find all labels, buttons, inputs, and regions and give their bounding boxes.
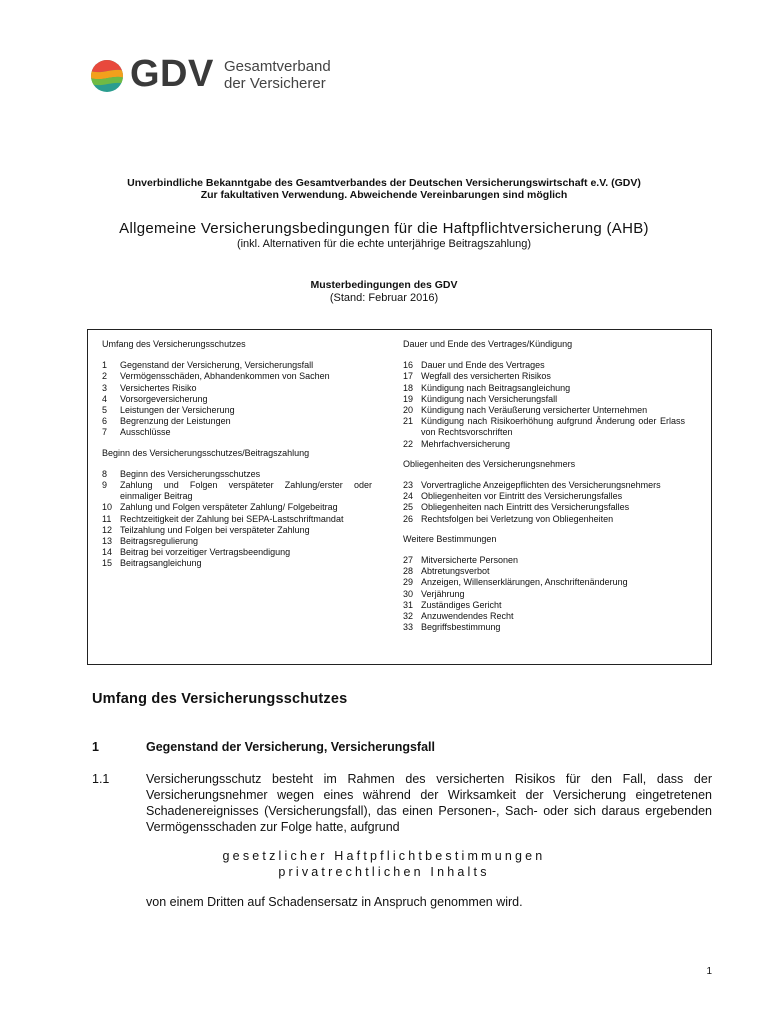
toc-item-title: Anzuwendendes Recht	[421, 611, 514, 622]
toc-item-number: 30	[403, 588, 414, 599]
logo-name-line2: der Versicherer	[224, 75, 326, 92]
stand-date: (Stand: Februar 2016)	[329, 292, 439, 304]
toc-item-title: Zahlung und Folgen verspäteter Zahlung/erster oder einmaliger Beitrag	[120, 480, 372, 502]
toc-item-title: Vermögensschäden, Abhandenkommen von Sachen	[120, 371, 330, 382]
toc-item	[403, 566, 685, 577]
toc-item-title: Begrenzung der Leistungen	[120, 416, 231, 427]
gdv-logo-mark-icon	[90, 59, 124, 93]
toc-item-title: Mitversicherte Personen	[421, 555, 519, 566]
toc-item-title: Kündigung nach Beitragsangleichung	[421, 382, 571, 393]
toc-item-number: 11	[102, 513, 112, 524]
toc-item	[102, 536, 372, 547]
toc-item-title: Rechtzeitigkeit der Zahlung bei SEPA-Lastschriftmandat	[120, 513, 344, 524]
toc-item	[102, 394, 372, 405]
toc-item-number: 31	[403, 599, 414, 610]
toc-section-heading: Obliegenheiten des Versicherungsnehmers	[403, 458, 576, 469]
clause-number: 1	[92, 740, 99, 754]
toc-item	[102, 469, 372, 480]
table-of-contents	[87, 329, 712, 665]
toc-item-title: Verjährung	[421, 588, 465, 599]
toc-item	[403, 491, 685, 502]
toc-item-title: Vorsorgeversicherung	[120, 393, 208, 404]
toc-right-column	[403, 330, 685, 633]
toc-item	[102, 416, 372, 427]
paragraph-text: Versicherungsschutz besteht im Rahmen des versicherten Risikos für den Fall, dass der Versicherungsnehmer wegen eines während der Wirksamkeit der Versicherung eingetretenen Schadenereignisses (Versicherungsfall), das einen Personen-, Sach- oder sich daraus ergebenden Vermögensschaden zur Folge hatte, aufgrund	[146, 772, 712, 834]
logo-abbreviation: GDV	[130, 53, 214, 95]
paragraph-number: 1.1	[92, 772, 110, 786]
toc-item	[403, 502, 685, 513]
toc-item	[403, 405, 685, 416]
toc-item-title: Abtretungsverbot	[421, 566, 490, 577]
toc-item	[102, 383, 372, 394]
toc-item-title: Kündigung nach Risikoerhöhung aufgrund Änderung oder Erlass von Rechtsvorschriften	[421, 416, 685, 438]
toc-item-number: 17	[403, 371, 414, 382]
toc-item	[403, 439, 685, 450]
toc-item-number: 12	[102, 524, 113, 535]
toc-item	[102, 558, 372, 569]
toc-item-title: Kündigung nach Versicherungsfall	[421, 393, 558, 404]
toc-item	[102, 547, 372, 558]
clause-title: Gegenstand der Versicherung, Versicherungsfall	[146, 740, 435, 754]
toc-item-title: Obliegenheiten nach Eintritt des Versicherungsfalles	[421, 502, 630, 513]
notice-line1: Unverbindliche Bekanntgabe des Gesamtverbandes der Deutschen Versicherungswirtschaft e.V. (GDV)	[127, 177, 641, 189]
toc-item-number: 23	[403, 480, 414, 491]
toc-item-number: 13	[102, 536, 113, 547]
toc-item-number: 25	[403, 502, 414, 513]
toc-item-title: Beginn des Versicherungsschutzes	[120, 468, 261, 479]
toc-item	[102, 360, 372, 371]
toc-item-number: 18	[403, 382, 414, 393]
spaced-line-1: gesetzlicher Haftpflichtbestimmungen	[222, 849, 546, 863]
toc-item	[403, 394, 685, 405]
toc-item-number: 10	[102, 502, 113, 513]
toc-item-title: Wegfall des versicherten Risikos	[421, 371, 551, 382]
toc-item-title: Anzeigen, Willenserklärungen, Anschriftenänderung	[421, 577, 628, 588]
paragraph-end: von einem Dritten auf Schadensersatz in Anspruch genommen wird.	[146, 895, 523, 909]
toc-item	[102, 427, 372, 438]
section-heading: Umfang des Versicherungsschutzes	[92, 691, 348, 707]
toc-item-number: 33	[403, 622, 414, 633]
gdv-logo	[90, 53, 350, 95]
toc-section-heading: Dauer und Ende des Vertrages/Kündigung	[403, 339, 573, 349]
toc-item-title: Begriffsbestimmung	[421, 622, 501, 633]
toc-item-number: 1	[102, 360, 108, 371]
toc-item-number: 20	[403, 405, 414, 416]
toc-item-title: Mehrfachversicherung	[421, 438, 511, 449]
toc-item-title: Dauer und Ende des Vertrages	[421, 360, 545, 371]
toc-item	[403, 611, 685, 622]
toc-section-heading: Beginn des Versicherungsschutzes/Beitragszahlung	[102, 447, 310, 458]
toc-item-title: Vorvertragliche Anzeigepflichten des Versicherungsnehmers	[421, 480, 661, 491]
toc-item	[102, 514, 372, 525]
toc-item	[403, 577, 685, 588]
toc-item-title: Gegenstand der Versicherung, Versicherungsfall	[120, 360, 314, 371]
toc-item-number: 19	[403, 393, 414, 404]
toc-item-number: 8	[102, 468, 108, 479]
notice-line2: Zur fakultativen Verwendung. Abweichende Vereinbarungen sind möglich	[200, 189, 568, 201]
toc-item-number: 9	[102, 480, 108, 491]
toc-item-number: 3	[102, 382, 108, 393]
toc-item-title: Obliegenheiten vor Eintritt des Versicherungsfalles	[421, 491, 623, 502]
logo-name	[224, 58, 331, 92]
toc-item	[403, 600, 685, 611]
toc-item	[403, 371, 685, 382]
toc-item-number: 27	[403, 555, 414, 566]
toc-item	[403, 589, 685, 600]
toc-item	[403, 416, 685, 438]
toc-item-number: 16	[403, 360, 414, 371]
toc-item-number: 7	[102, 427, 108, 438]
notice	[0, 177, 768, 201]
toc-item-number: 28	[403, 566, 414, 577]
toc-item-number: 22	[403, 438, 414, 449]
toc-item-title: Teilzahlung und Folgen bei verspäteter Zahlung	[120, 524, 310, 535]
toc-item-title: Rechtsfolgen bei Verletzung von Obliegenheiten	[421, 513, 614, 524]
toc-item-number: 24	[403, 491, 414, 502]
toc-left-column	[102, 330, 372, 570]
toc-item-title: Kündigung nach Veräußerung versicherter Unternehmen	[421, 405, 648, 416]
document-title: Allgemeine Versicherungsbedingungen für die Haftpflichtversicherung (AHB)	[119, 220, 649, 237]
toc-item-title: Leistungen der Versicherung	[120, 405, 235, 416]
toc-item-number: 29	[403, 577, 414, 588]
toc-item	[102, 502, 372, 513]
page-number: 1	[706, 966, 712, 977]
toc-item	[102, 480, 372, 502]
toc-item-number: 5	[102, 405, 108, 416]
toc-item-number: 26	[403, 513, 414, 524]
toc-item-title: Zuständiges Gericht	[421, 599, 502, 610]
toc-item	[403, 360, 685, 371]
toc-item-title: Zahlung und Folgen verspäteter Zahlung/ Folgebeitrag	[120, 502, 338, 513]
toc-item-title: Versichertes Risiko	[120, 382, 197, 393]
toc-item	[403, 383, 685, 394]
toc-item	[403, 480, 685, 491]
toc-item-number: 14	[102, 547, 113, 558]
toc-item-number: 15	[102, 558, 113, 569]
toc-item	[102, 525, 372, 536]
toc-item-title: Beitragsregulierung	[120, 536, 199, 547]
toc-item	[102, 405, 372, 416]
toc-item-number: 4	[102, 393, 108, 404]
toc-item-number: 21	[403, 416, 414, 427]
toc-item-number: 2	[102, 371, 108, 382]
toc-section-heading: Weitere Bestimmungen	[403, 533, 497, 544]
toc-item	[403, 555, 685, 566]
toc-item-title: Beitragsangleichung	[120, 558, 202, 569]
toc-item	[403, 622, 685, 633]
toc-item-title: Beitrag bei vorzeitiger Vertragsbeendigung	[120, 547, 291, 558]
spaced-line-2: privatrechtlichen Inhalts	[278, 865, 490, 879]
toc-item-title: Ausschlüsse	[120, 427, 171, 438]
toc-item-number: 32	[403, 611, 414, 622]
muster-label: Musterbedingungen des GDV	[310, 279, 458, 291]
toc-section-heading: Umfang des Versicherungsschutzes	[102, 339, 246, 349]
toc-item	[102, 371, 372, 382]
toc-item	[403, 514, 685, 525]
toc-item-number: 6	[102, 416, 108, 427]
logo-name-line1: Gesamtverband	[224, 58, 331, 75]
document-subtitle: (inkl. Alternativen für die echte unterjährige Beitragszahlung)	[236, 238, 532, 250]
